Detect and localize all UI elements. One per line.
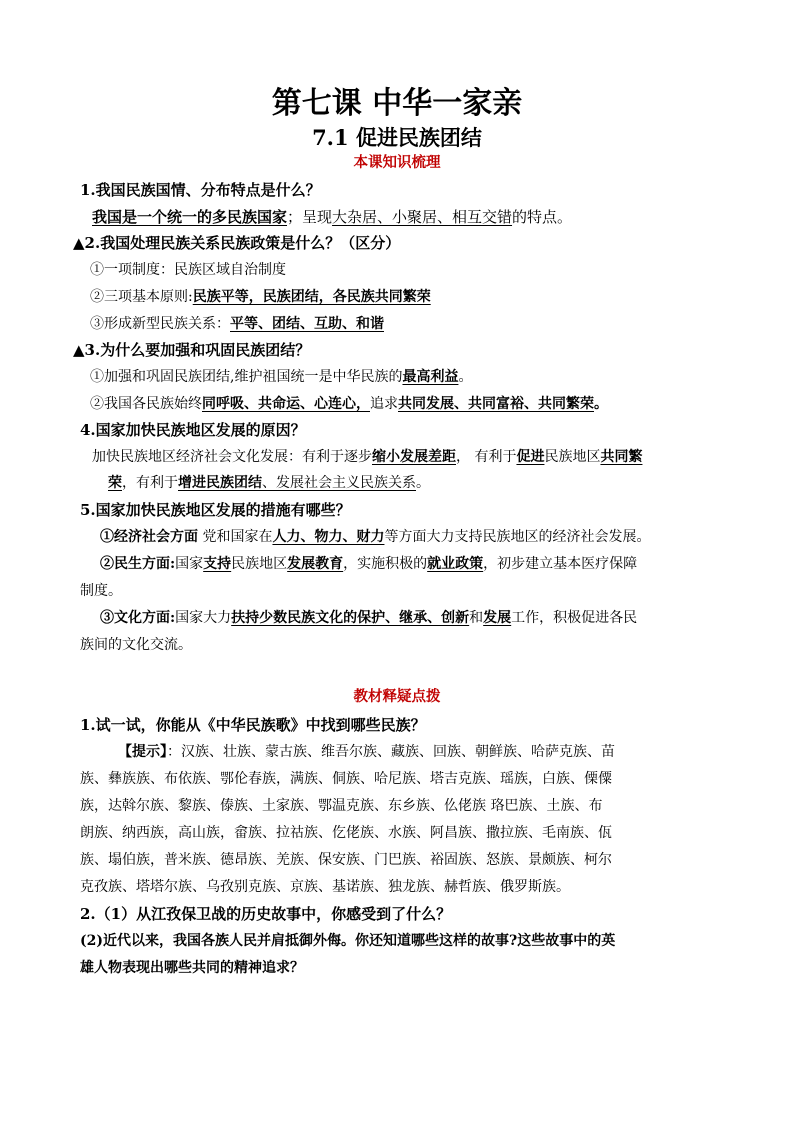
answer-1 xyxy=(92,207,572,227)
q5-m1-answer: 人力、物力、财力 xyxy=(272,529,385,545)
q3-item-2-text-b: 追求 xyxy=(370,396,398,412)
exercise-1-line-5: 族、塌伯族，普米族、德昂族、羌族、保安族、门巴族、裕固族、怒族、景颇族、柯尔 xyxy=(80,852,612,868)
q2-item-3 xyxy=(90,314,384,334)
section-heading-knowledge: 本课知识梳理 xyxy=(353,154,441,171)
hint-label: 【提示】 xyxy=(118,744,167,760)
q3-item-2-text-a: ②我国各民族始终 xyxy=(90,396,202,412)
q4-text-a: 加快民族地区经济社会文化发展：有利于逐步 xyxy=(92,449,372,465)
q4-answer-d: 增进民族团结 xyxy=(178,475,262,491)
answer-1-part-a: 我国是一个统一的多民族国家 xyxy=(92,208,288,226)
answer-1-part-c: 大杂居、小聚居、相互交错 xyxy=(332,208,513,226)
exercise-1-line-1 xyxy=(118,742,615,762)
q4-end: 。 xyxy=(416,475,430,491)
question-4: 4.国家加快民族地区发展的原因？ xyxy=(80,421,306,439)
q5-m3-text-b: 和 xyxy=(469,610,484,626)
section-heading-textbook: 教材释疑点拨 xyxy=(353,688,441,705)
q3-item-2-answer-a: 同呼吸、共命运、心连心， xyxy=(202,396,370,412)
q3-item-1-end: 。 xyxy=(458,369,473,385)
q2-item-1: ①一项制度：民族区域自治制度 xyxy=(90,262,286,278)
lesson-title: 第七课 中华一家亲 xyxy=(271,86,523,121)
answer-1-part-d: 的特点。 xyxy=(512,208,573,226)
q5-m3-label: ③文化方面: xyxy=(100,610,176,626)
q5-measure-3-cont: 族间的文化交流。 xyxy=(80,637,192,653)
exercise-1-line-6: 克孜族、塔塔尔族、乌孜别克族、京族、基诺族、独龙族、赫哲族、俄罗斯族。 xyxy=(80,879,570,895)
q3-item-1-answer: 最高利益 xyxy=(402,369,459,385)
q2-item-3-label: ③形成新型民族关系： xyxy=(90,316,230,332)
q4-answer-b: 促进 xyxy=(516,449,545,465)
q5-measure-1 xyxy=(100,527,650,547)
q5-m1-text-b: 等方面大力支持民族地区的经济社会发展。 xyxy=(384,529,651,545)
exercise-1-line-2: 族、彝族族、布依族、鄂伦春族，满族、侗族、哈尼族、塔吉克族、瑶族，白族、傈僳 xyxy=(80,771,612,787)
q5-m2-label: ②民生方面: xyxy=(100,556,176,572)
q5-measure-2-cont: 制度。 xyxy=(80,583,122,599)
q3-item-1-text: ①加强和巩固民族团结,维护祖国统一是中华民族的 xyxy=(90,369,403,385)
section-subtitle: 7.1 促进民族团结 xyxy=(312,125,482,150)
q2-item-2 xyxy=(90,287,431,307)
exercise-1-text-1: ：汉族、壮族、蒙古族、维吾尔族、藏族、回族、朝鲜族、哈萨克族、苗 xyxy=(167,744,615,760)
question-2: ▲2.我国处理民族关系民族政策是什么？（区分） xyxy=(73,234,401,252)
q4-answer-a: 缩小发展差距 xyxy=(372,449,456,465)
q3-item-2 xyxy=(90,394,608,414)
q5-m2-text-d: ，初步建立基本医疗保障 xyxy=(483,556,638,572)
exercise-1-question: 1.试一试，你能从《中华民族歌》中找到哪些民族？ xyxy=(80,716,426,734)
q5-m1-text-a: 党和国家在 xyxy=(198,529,273,545)
question-3: ▲3.为什么要加强和巩固民族团结？ xyxy=(73,341,311,359)
q2-item-3-answer: 平等、团结、互助、和谐 xyxy=(230,316,384,332)
answer-1-part-b: ；呈现 xyxy=(287,208,333,226)
q4-text-b: ， 有利于 xyxy=(456,449,517,465)
q2-item-2-label: ②三项基本原则: xyxy=(90,289,193,305)
q5-measure-2 xyxy=(100,554,637,574)
question-5: 5.国家加快民族地区发展的措施有哪些？ xyxy=(80,501,351,519)
q5-m2-text-b: 民族地区 xyxy=(231,556,288,572)
q4-line-1 xyxy=(92,447,642,467)
exercise-2-question-2-cont: 雄人物表现出哪些共同的精神追求？ xyxy=(80,960,304,976)
q5-m2-answer-c: 就业政策 xyxy=(427,556,484,572)
exercise-1-line-4: 朗族、纳西族，高山族，畲族、拉祜族、仡佬族、水族、阿昌族、撒拉族、毛南族、佤 xyxy=(80,825,612,841)
q2-item-2-answer: 民族平等，民族团结，各民族共同繁荣 xyxy=(192,289,431,305)
q5-m2-answer-b: 发展教育 xyxy=(287,556,344,572)
q4-answer-c: 共同繁 xyxy=(600,449,643,465)
q4-text-c: 民族地区 xyxy=(544,449,601,465)
q5-m3-text-a: 国家大力 xyxy=(175,610,232,626)
q5-m2-text-c: ，实施积极的 xyxy=(343,556,428,572)
exercise-1-line-3: 族，达斡尔族、黎族、傣族、土家族、鄂温克族、东乡族、仫佬族 珞巴族、土族、布 xyxy=(80,798,603,814)
exercise-2-question-2: (2)近代以来，我国各族人民并肩抵御外侮。你还知道哪些这样的故事?这些故事中的英 xyxy=(80,933,616,949)
q5-m2-text-a: 国家 xyxy=(175,556,204,572)
q5-m3-answer-a: 扶持少数民族文化的保护、继承、创新 xyxy=(231,610,470,626)
q5-m3-text-c: 工作，积极促进各民 xyxy=(511,610,638,626)
q3-item-1 xyxy=(90,367,472,387)
exercise-2-question-1: 2.（1）从江孜保卫战的历史故事中，你感受到了什么？ xyxy=(80,905,452,923)
q5-m2-answer-a: 支持 xyxy=(203,556,232,572)
q4-text-e: 、 xyxy=(262,475,276,491)
q4-answer-e: 发展社会主义民族关系 xyxy=(276,475,416,491)
q5-m3-answer-b: 发展 xyxy=(483,610,512,626)
q5-measure-3 xyxy=(100,608,637,628)
q3-item-2-answer-b: 共同发展、共同富裕、共同繁荣 xyxy=(398,396,594,412)
question-1: 1.我国民族国情、分布特点是什么？ xyxy=(80,181,321,199)
q4-answer-c-cont: 荣 xyxy=(108,475,122,491)
q3-item-2-end: 。 xyxy=(594,396,608,412)
q5-m1-label: ①经济社会方面 xyxy=(100,529,198,545)
q4-line-2 xyxy=(108,473,430,493)
q4-text-d: ，有利于 xyxy=(122,475,178,491)
